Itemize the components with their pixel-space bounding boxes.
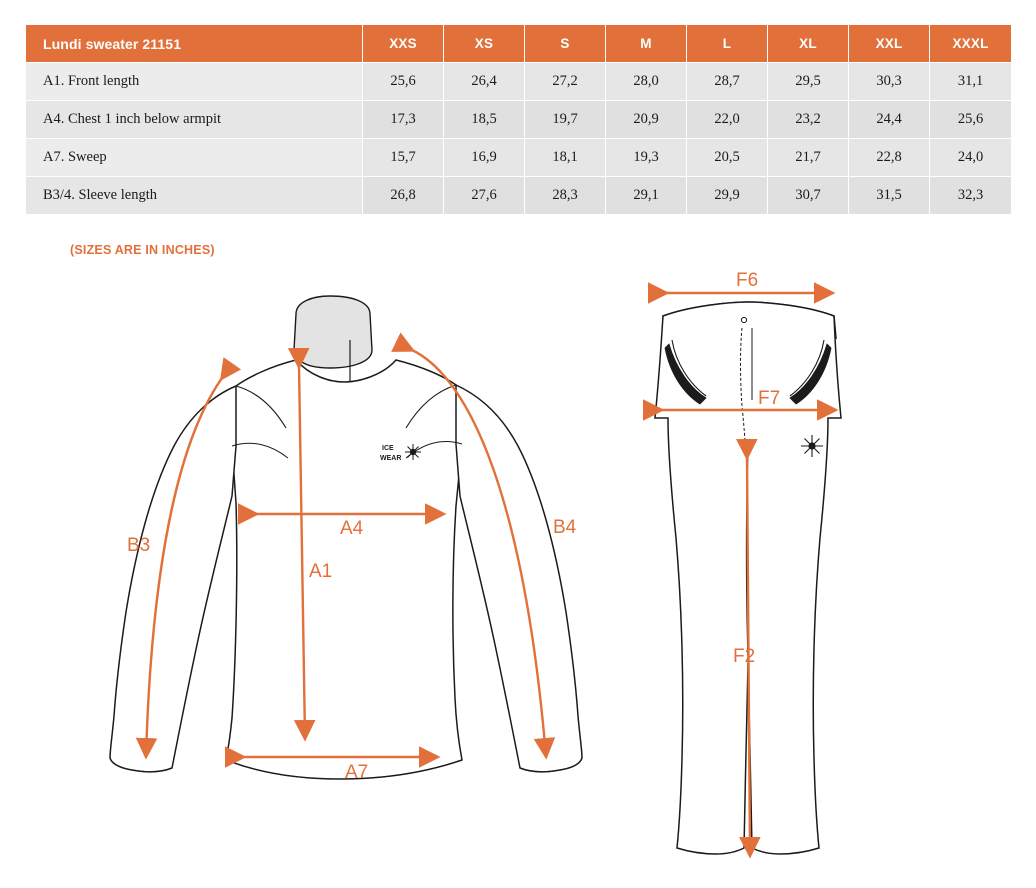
size-header-xxl: XXL: [849, 25, 930, 63]
size-header-s: S: [525, 25, 606, 63]
size-table-body: [26, 63, 1012, 215]
measurement-value: 24,0: [930, 139, 1012, 177]
measurement-value: 19,3: [606, 139, 687, 177]
dimension-label-a4: A4: [340, 518, 364, 539]
dimension-label-f6: F6: [736, 270, 759, 291]
garment-diagrams: [0, 268, 1036, 888]
measurement-label: A7. Sweep: [26, 139, 363, 177]
dimension-label-f7: F7: [758, 388, 781, 409]
measurement-value: 30,7: [768, 177, 849, 215]
brand-line-1: ICE: [382, 445, 394, 452]
measurement-value: 30,3: [849, 63, 930, 101]
measurement-value: 25,6: [363, 63, 444, 101]
measurement-label: A1. Front length: [26, 63, 363, 101]
size-header-xs: XS: [444, 25, 525, 63]
measurement-value: 27,2: [525, 63, 606, 101]
measurement-value: 23,2: [768, 101, 849, 139]
size-header-xxs: XXS: [363, 25, 444, 63]
pants-illustration: [655, 270, 841, 855]
measurement-value: 27,6: [444, 177, 525, 215]
brand-line-2: WEAR: [380, 455, 402, 462]
size-table-head: [26, 25, 1012, 63]
table-header-row: [26, 25, 1012, 63]
measurement-value: 29,9: [687, 177, 768, 215]
size-header-l: L: [687, 25, 768, 63]
units-note: (SIZES ARE IN INCHES): [70, 243, 215, 257]
size-header-m: M: [606, 25, 687, 63]
size-header-xl: XL: [768, 25, 849, 63]
measurement-value: 28,7: [687, 63, 768, 101]
table-row: [26, 63, 1012, 101]
measurement-value: 20,9: [606, 101, 687, 139]
table-row: [26, 139, 1012, 177]
size-header-xxxl: XXXL: [930, 25, 1012, 63]
measurement-value: 31,1: [930, 63, 1012, 101]
size-table: [25, 24, 1012, 215]
measurement-value: 22,8: [849, 139, 930, 177]
measurement-value: 29,1: [606, 177, 687, 215]
measurement-value: 26,8: [363, 177, 444, 215]
measurement-label: B3/4. Sleeve length: [26, 177, 363, 215]
dimension-label-b3: B3: [127, 535, 151, 556]
size-table-container: [25, 24, 1011, 215]
measurement-value: 18,1: [525, 139, 606, 177]
sweater-illustration: [110, 296, 582, 783]
measurement-value: 29,5: [768, 63, 849, 101]
measurement-value: 15,7: [363, 139, 444, 177]
measurement-value: 32,3: [930, 177, 1012, 215]
dimension-label-a7: A7: [345, 762, 369, 783]
measurement-value: 17,3: [363, 101, 444, 139]
measurement-value: 24,4: [849, 101, 930, 139]
dimension-label-a1: A1: [309, 561, 333, 582]
measurement-value: 28,3: [525, 177, 606, 215]
measurement-value: 26,4: [444, 63, 525, 101]
table-row: [26, 177, 1012, 215]
measurement-value: 16,9: [444, 139, 525, 177]
measurement-value: 21,7: [768, 139, 849, 177]
measurement-value: 19,7: [525, 101, 606, 139]
measurement-label: A4. Chest 1 inch below armpit: [26, 101, 363, 139]
measurement-value: 25,6: [930, 101, 1012, 139]
measurement-value: 28,0: [606, 63, 687, 101]
measurement-value: 22,0: [687, 101, 768, 139]
dimension-label-f2: F2: [733, 646, 756, 667]
measurement-value: 18,5: [444, 101, 525, 139]
measurement-value: 31,5: [849, 177, 930, 215]
table-row: [26, 101, 1012, 139]
table-title: Lundi sweater 21151: [26, 25, 363, 63]
dimension-label-b4: B4: [553, 517, 577, 538]
measurement-value: 20,5: [687, 139, 768, 177]
